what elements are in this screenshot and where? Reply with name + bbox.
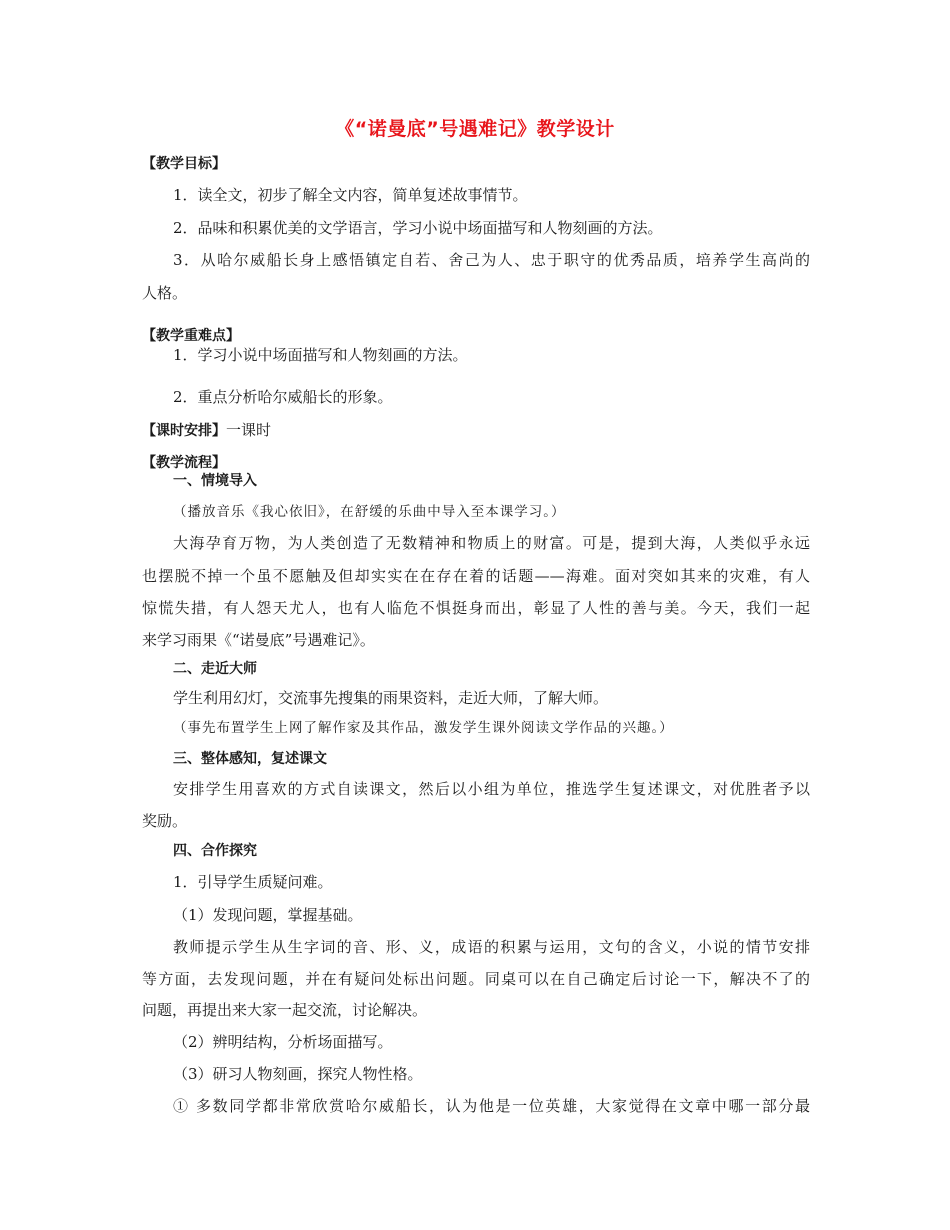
- section-4-heading: 四、合作探究: [173, 843, 257, 859]
- schedule-heading: 【课时安排】: [142, 423, 226, 439]
- goal-item-1: 1．读全文，初步了解全文内容，简单复述故事情节。: [173, 186, 528, 204]
- section-3-text-1: 安排学生用喜欢的方式自读课文，然后以小组为单位，推选学生复述课文，对优胜者予以: [173, 780, 810, 798]
- section-1-note: （播放音乐《我心依旧》，在舒缓的乐曲中导入至本课学习。）: [173, 504, 566, 520]
- section-4-sub-3: （3）研习人物刻画，探究人物性格。: [173, 1065, 423, 1083]
- goal-item-3-cont: 人格。: [142, 284, 188, 302]
- schedule-row: [142, 420, 271, 441]
- schedule-value: 一课时: [226, 421, 272, 439]
- section-4-text-1: 教师提示学生从生字词的音、形、义，成语的积累与运用，文句的含义，小说的情节安排: [173, 938, 810, 956]
- section-2-heading: 二、走近大师: [173, 661, 257, 677]
- section-4-item-1: 1．引导学生质疑问难。: [173, 873, 333, 891]
- process-heading: 【教学流程】: [142, 455, 226, 471]
- document-title: 《“诺曼底”号遇难记》教学设计: [335, 118, 615, 140]
- section-3-text-2: 奖励。: [142, 812, 188, 830]
- key-points-heading: 【教学重难点】: [142, 328, 240, 344]
- section-4-text-2: 等方面，去发现问题，并在有疑问处标出问题。同桌可以在自己确定后讨论一下，解决不了的: [142, 970, 810, 988]
- goal-item-2: 2．品味和积累优美的文学语言，学习小说中场面描写和人物刻画的方法。: [173, 219, 663, 237]
- goal-item-3: 3．从哈尔威船长身上感悟镇定自若、舍己为人、忠于职守的优秀品质，培养学生高尚的: [173, 251, 810, 269]
- section-1-heading: 一、情境导入: [173, 473, 257, 489]
- section-1-text-2: 也摆脱不掉一个虽不愿触及但却实实在在存在着的话题——海难。面对突如其来的灾难，有人: [142, 567, 810, 585]
- section-4-sub-2: （2）辨明结构，分析场面描写。: [173, 1033, 393, 1051]
- section-1-text-1: 大海孕育万物，为人类创造了无数精神和物质上的财富。可是，提到大海，人类似乎永远: [173, 534, 810, 552]
- goals-heading: 【教学目标】: [142, 156, 226, 172]
- section-1-text-4: 来学习雨果《“诺曼底”号遇难记》。: [142, 631, 375, 649]
- section-2-text: 学生利用幻灯，交流事先搜集的雨果资料，走近大师，了解大师。: [173, 689, 609, 707]
- section-4-sub-1: （1）发现问题，掌握基础。: [173, 906, 363, 924]
- key-point-2: 2．重点分析哈尔威船长的形象。: [173, 388, 393, 406]
- section-1-text-3: 惊慌失措，有人怨天尤人，也有人临危不惧挺身而出，彰显了人性的善与美。今天，我们一起: [142, 599, 810, 617]
- section-4-text-3: 问题，再提出来大家一起交流，讨论解决。: [142, 1001, 428, 1019]
- section-4-last-line: ① 多数同学都非常欣赏哈尔威船长，认为他是一位英雄，大家觉得在文章中哪一部分最: [173, 1097, 810, 1115]
- section-3-heading: 三、整体感知，复述课文: [173, 751, 327, 767]
- section-2-note: （事先布置学生上网了解作家及其作品，激发学生课外阅读文学作品的兴趣。）: [173, 720, 674, 736]
- key-point-1: 1．学习小说中场面描写和人物刻画的方法。: [173, 346, 468, 364]
